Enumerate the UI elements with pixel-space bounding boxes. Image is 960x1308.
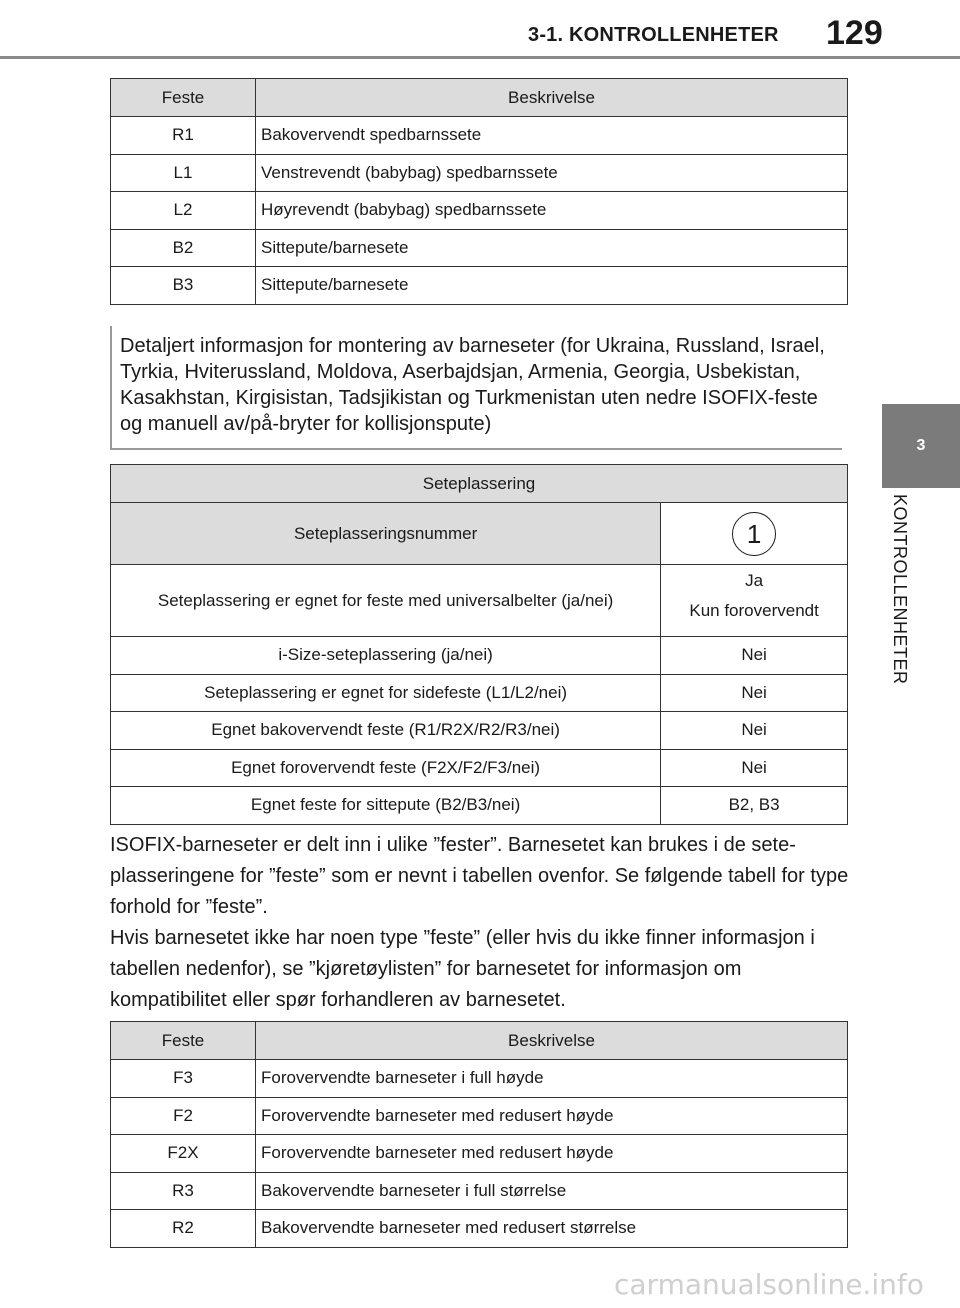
feste-code: R3	[111, 1172, 256, 1210]
column-header-feste: Feste	[111, 79, 256, 117]
table-row	[111, 267, 848, 305]
universal-value	[661, 565, 848, 637]
seat-row-label: Seteplassering er egnet for sidefeste (L1/L2/nei)	[111, 674, 661, 712]
table-header-row	[111, 465, 848, 503]
seat-row-value: Nei	[661, 712, 848, 750]
seat-row-label: Egnet forovervendt feste (F2X/F2/F3/nei)	[111, 749, 661, 787]
feste-description: Bakovervendt spedbarnssete	[256, 117, 848, 155]
feste-description: Høyrevendt (babybag) spedbarnssete	[256, 192, 848, 230]
table-row	[111, 1172, 848, 1210]
body-paragraph: Hvis barnesetet ikke har noen type ”feste” (eller hvis du ikke finner informasjon i tabellen nedenfor), se ”kjøretøylisten” for barnesetet for informasjon om kompatibilitet eller spør forhandleren av barnesetet.	[110, 927, 815, 1011]
column-header-beskrivelse: Beskrivelse	[256, 1022, 848, 1060]
table-row	[111, 674, 848, 712]
table-row	[111, 787, 848, 825]
feste-code: R1	[111, 117, 256, 155]
table-header-row	[111, 1022, 848, 1060]
seat-number-circle: 1	[732, 512, 776, 556]
feste-description: Forovervendte barneseter med redusert høyde	[256, 1135, 848, 1173]
seat-row-value: Nei	[661, 749, 848, 787]
seat-number-label: Seteplasseringsnummer	[111, 503, 661, 565]
feste-description: Bakovervendte barneseter med redusert størrelse	[256, 1210, 848, 1248]
chapter-side-label	[889, 494, 931, 734]
body-paragraph: ISOFIX-barneseter er delt inn i ulike ”fester”. Barnesetet kan brukes i de seteplasseringene for ”feste” som er nevnt i tabellen ovenfor. Se følgende tabell for type forhold for ”feste”.	[110, 834, 849, 918]
table-row	[111, 712, 848, 750]
table-row	[111, 1135, 848, 1173]
universal-value-line1: Ja	[745, 571, 764, 590]
table-row	[111, 749, 848, 787]
seat-row-value: Nei	[661, 637, 848, 675]
seat-row-label: Egnet bakovervendt feste (R1/R2X/R2/R3/nei)	[111, 712, 661, 750]
feste-description: Bakovervendte barneseter i full størrelse	[256, 1172, 848, 1210]
seat-row-label: Egnet feste for sittepute (B2/B3/nei)	[111, 787, 661, 825]
feste-code: F2X	[111, 1135, 256, 1173]
table-row	[111, 192, 848, 230]
feste-code: F2	[111, 1097, 256, 1135]
chapter-tab[interactable]: 3	[882, 404, 960, 488]
table-row	[111, 1060, 848, 1098]
column-header-beskrivelse: Beskrivelse	[256, 79, 848, 117]
info-box	[110, 326, 842, 450]
table-row	[111, 1097, 848, 1135]
table-row	[111, 637, 848, 675]
feste-code: L2	[111, 192, 256, 230]
info-box-text: Detaljert informasjon for montering av barneseter (for Ukraina, Russland, Israel, Tyrkia, Hviterussland, Moldova, Aserbajdsjan, Armenia, Georgia, Usbekistan, Kasakhstan, Kirgisistan, Tadsjikistan og Turkmenistan uten nedre ISOFIX-feste og manuell av/på-bryter for kollisjonspute)	[120, 335, 825, 435]
feste-description: Forovervendte barneseter i full høyde	[256, 1060, 848, 1098]
seat-row-value: Nei	[661, 674, 848, 712]
seat-row-label: i-Size-seteplassering (ja/nei)	[111, 637, 661, 675]
seat-placement-table	[110, 464, 848, 825]
feste-code: L1	[111, 154, 256, 192]
table-header-row	[111, 79, 848, 117]
body-text	[110, 830, 850, 1016]
feste-code: R2	[111, 1210, 256, 1248]
page-number: 129	[826, 14, 883, 52]
feste-code: B3	[111, 267, 256, 305]
feste-description: Forovervendte barneseter med redusert høyde	[256, 1097, 848, 1135]
seat-row-value: B2, B3	[661, 787, 848, 825]
feste-description: Sittepute/barnesete	[256, 229, 848, 267]
universal-value-line2: Kun forovervendt	[689, 601, 819, 620]
feste-description: Sittepute/barnesete	[256, 267, 848, 305]
chapter-side-label-text: KONTROLLENHETER	[890, 494, 910, 685]
table-row	[111, 154, 848, 192]
feste-code: F3	[111, 1060, 256, 1098]
table-row	[111, 503, 848, 565]
feste-table-bottom	[110, 1021, 848, 1248]
table-row	[111, 117, 848, 155]
seat-number-cell	[661, 503, 848, 565]
seat-table-title: Seteplassering	[111, 465, 848, 503]
table-row	[111, 565, 848, 637]
feste-description: Venstrevendt (babybag) spedbarnssete	[256, 154, 848, 192]
section-title: 3-1. KONTROLLENHETER	[528, 24, 779, 46]
universal-label: Seteplassering er egnet for feste med universalbelter (ja/nei)	[111, 565, 661, 637]
feste-code: B2	[111, 229, 256, 267]
watermark: carmanualsonline.info	[614, 1268, 924, 1301]
table-row	[111, 229, 848, 267]
table-row	[111, 1210, 848, 1248]
column-header-feste: Feste	[111, 1022, 256, 1060]
header-divider	[0, 56, 960, 59]
feste-table-top	[110, 78, 848, 305]
